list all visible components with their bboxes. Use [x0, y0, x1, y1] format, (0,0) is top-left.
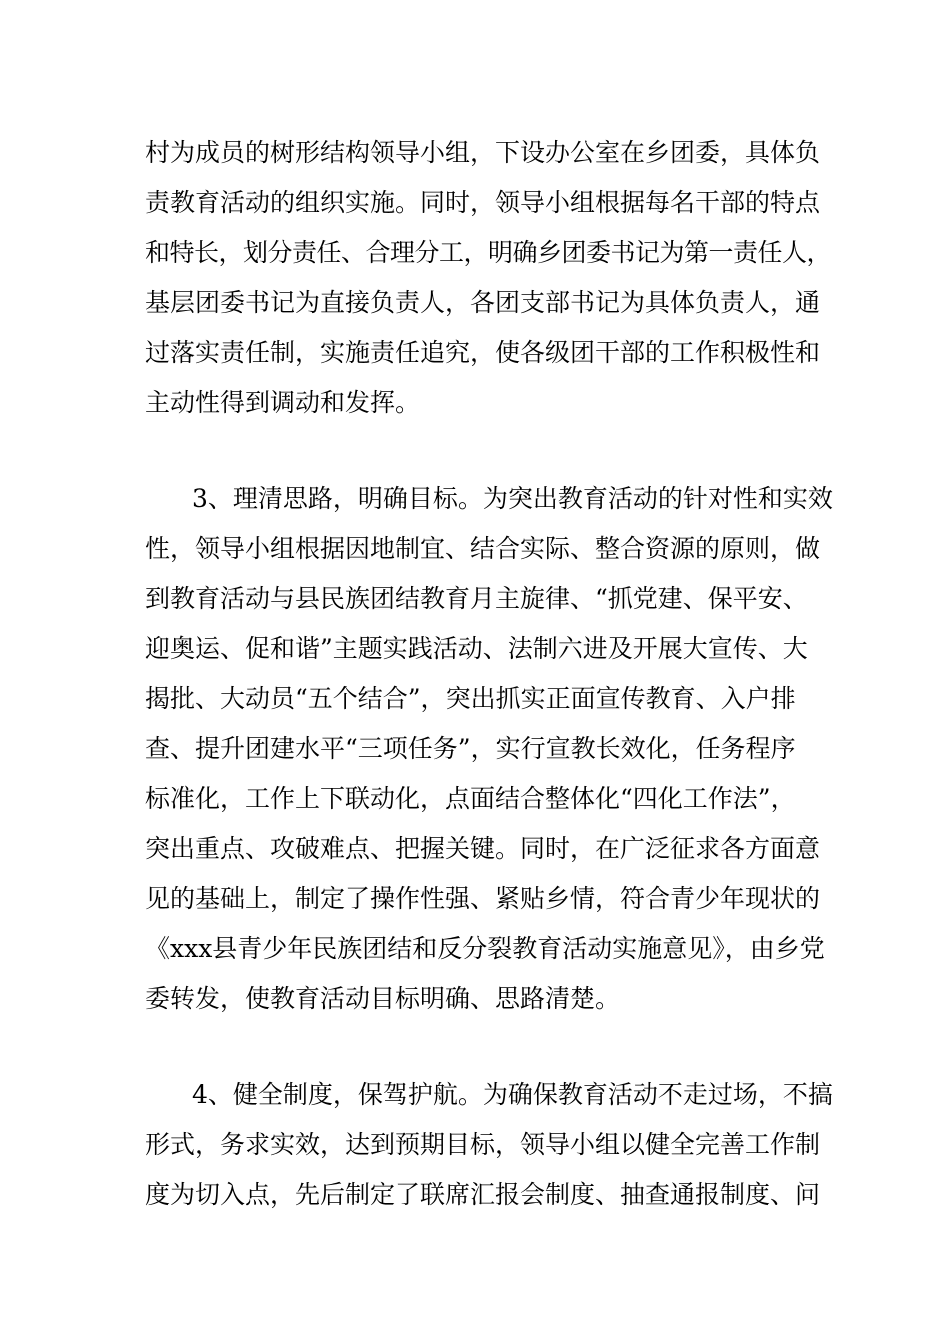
text-line: 度为切入点，先后制定了联席汇报会制度、抽查通报制度、问 — [145, 1180, 821, 1209]
paragraph-goals — [145, 474, 835, 1024]
paragraph-leadership — [145, 128, 835, 428]
text-line: 基层团委书记为直接负责人，各团支部书记为具体负责人，通 — [145, 288, 821, 317]
text-line: 形式，务求实效，达到预期目标，领导小组以健全完善工作制 — [145, 1130, 821, 1159]
text-line: 性，领导小组根据因地制宜、结合实际、整合资源的原则，做 — [145, 534, 821, 563]
text-line: 查、提升团建水平“三项任务”，实行宣教长效化，任务程序 — [145, 734, 796, 763]
text-line: 见的基础上，制定了操作性强、紧贴乡情，符合青少年现状的 — [145, 884, 821, 913]
text-line: 《xxx县青少年民族团结和反分裂教育活动实施意见》，由乡党 — [145, 934, 825, 963]
text-line: 村为成员的树形结构领导小组，下设办公室在乡团委，具体负 — [145, 138, 821, 167]
text-line: 突出重点、攻破难点、把握关键。同时，在广泛征求各方面意 — [145, 834, 821, 863]
text-line: 委转发，使教育活动目标明确、思路清楚。 — [145, 984, 621, 1013]
text-line: 揭批、大动员“五个结合”，突出抓实正面宣传教育、入户排 — [145, 684, 796, 713]
text-line: 迎奥运、促和谐”主题实践活动、法制六进及开展大宣传、大 — [145, 634, 808, 663]
text-line: 4、健全制度，保驾护航。为确保教育活动不走过场，不搞 — [192, 1080, 833, 1109]
text-line: 责教育活动的组织实施。同时，领导小组根据每名干部的特点 — [145, 188, 821, 217]
text-line: 3、理清思路，明确目标。为突出教育活动的针对性和实效 — [192, 484, 833, 513]
paragraph-systems — [145, 1070, 835, 1220]
text-line: 到教育活动与县民族团结教育月主旋律、“抓党建、保平安、 — [145, 584, 808, 613]
text-line: 和特长，划分责任、合理分工，明确乡团委书记为第一责任人， — [145, 238, 832, 267]
text-line: 标准化，工作上下联动化，点面结合整体化“四化工作法”， — [145, 784, 796, 813]
text-line: 过落实责任制，实施责任追究，使各级团干部的工作积极性和 — [145, 338, 821, 367]
text-line: 主动性得到调动和发挥。 — [145, 388, 421, 417]
